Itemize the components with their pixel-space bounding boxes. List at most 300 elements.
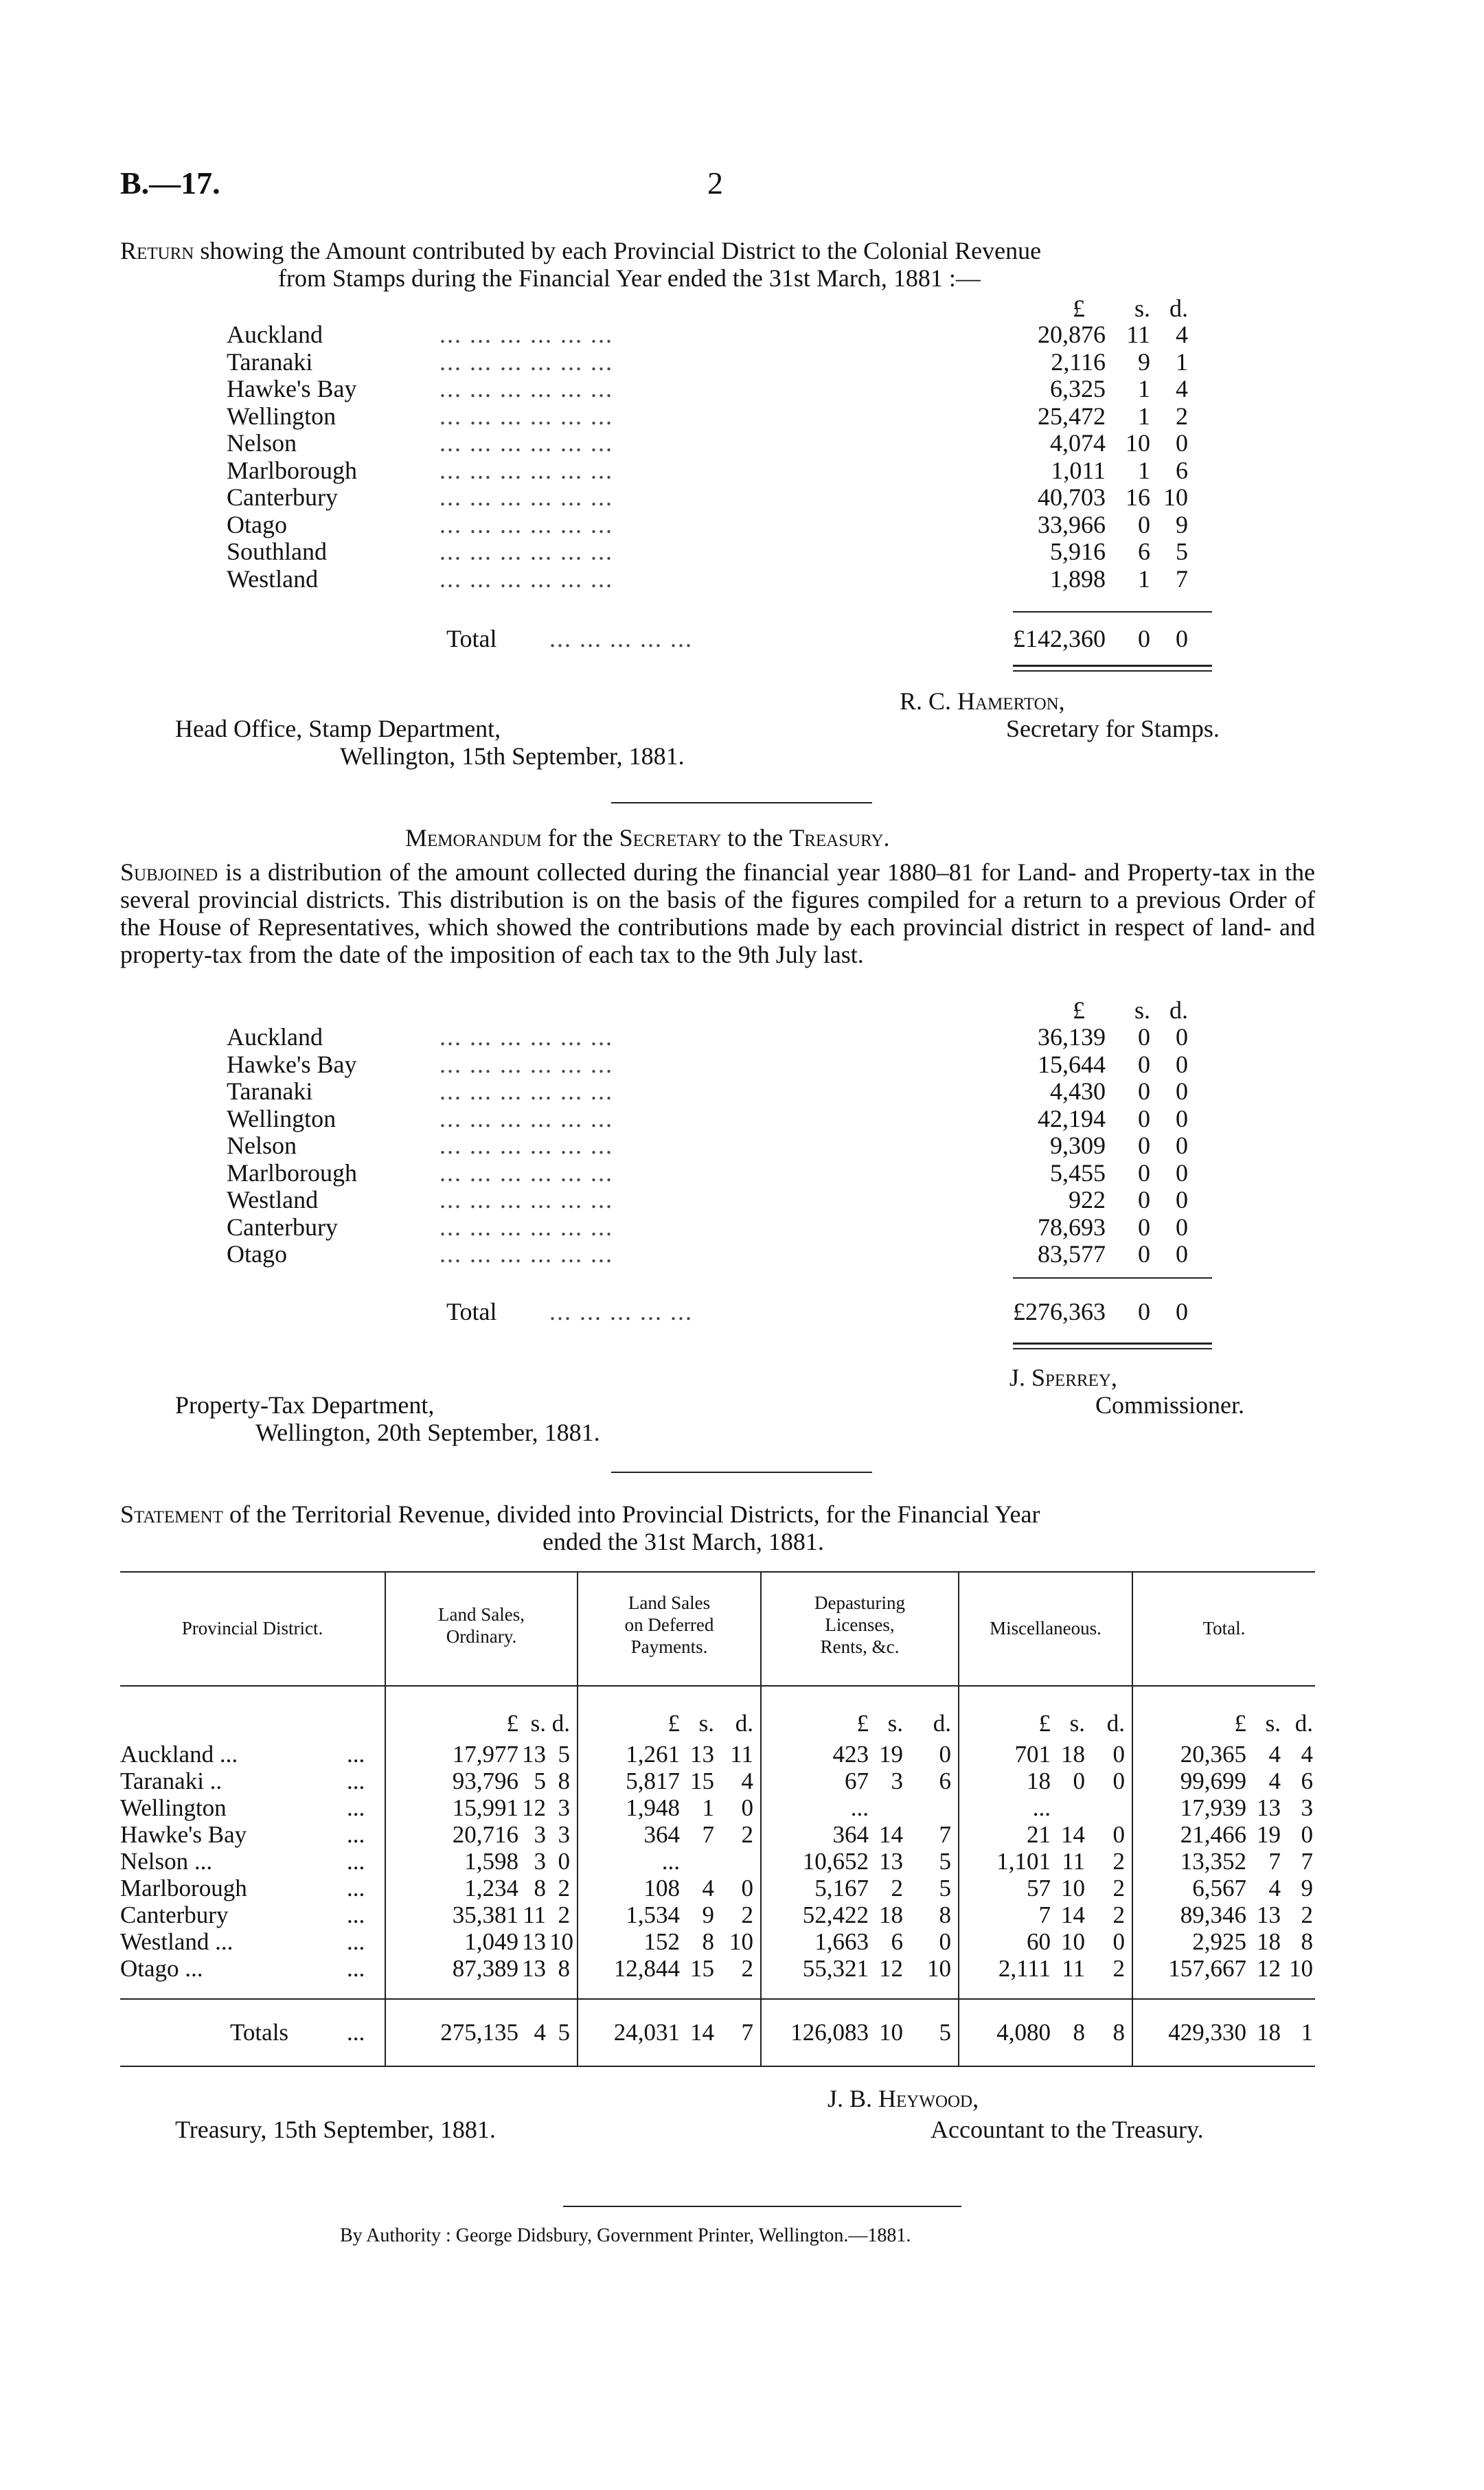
stmt-pence-sign: d. xyxy=(1106,1710,1125,1737)
stmt-c5-pounds: 20,365 xyxy=(1180,1741,1246,1768)
stmt-pence-sign: d. xyxy=(1294,1710,1313,1737)
stmt-c2-pounds: 108 xyxy=(643,1875,680,1901)
memorandum-body xyxy=(120,858,1315,968)
memo-district: Auckland xyxy=(227,1023,323,1051)
stmt-c2-pounds: 5,817 xyxy=(626,1768,680,1794)
stmt-c3-pounds: 423 xyxy=(832,1741,869,1768)
leader-dots: ... ... ... ... ... ... xyxy=(440,1023,613,1051)
stmt-c1-pence: 8 xyxy=(558,1955,570,1982)
stmt-c4-pounds: 701 xyxy=(1014,1741,1051,1768)
memo-body-text: is a distribution of the amount collected during the financial year 1880–81 for Land- and Property-tax in the several provincial districts. This distribution is on the basis of the figures compiled for a return to a previous Order of the House of Representatives, which showed the contributions made by each provincial district in respect of land- and property-tax from the date of the imposition of each tax to the 9th July last. xyxy=(120,858,1316,968)
stmt-pound-sign: £ xyxy=(506,1710,518,1737)
stmt-c3-pounds: 67 xyxy=(845,1768,869,1794)
memo-pence: 0 xyxy=(1176,1186,1188,1213)
stmt-c5-shillings: 19 xyxy=(1257,1821,1281,1848)
stmt-c1-shillings: 13 xyxy=(522,1955,546,1982)
stmt-shilling-sign: s. xyxy=(698,1710,714,1737)
col-header-depasturing-l1: Depasturing xyxy=(814,1592,905,1613)
leader-dots: ... ... ... ... ... ... xyxy=(440,1186,613,1213)
stamps-district: Nelson xyxy=(227,429,297,457)
stamps-pence: 9 xyxy=(1176,510,1188,538)
leader-dots: ... ... ... ... ... ... xyxy=(440,456,613,484)
statement-signatory-title: Accountant to the Treasury. xyxy=(931,2116,1204,2143)
stmt-c3-pence: 5 xyxy=(939,1848,951,1875)
stamps-return-title-rest: showing the Amount contributed by each Provincial District to the Colonial Revenue xyxy=(200,237,1042,264)
stmt-c2-shillings: 15 xyxy=(690,1768,714,1794)
col-header-total: Total. xyxy=(1202,1618,1246,1638)
stmt-district: Hawke's Bay xyxy=(120,1821,247,1848)
stmt-c4-pence: 0 xyxy=(1112,1741,1125,1768)
stmt-c5-shillings: 4 xyxy=(1268,1875,1281,1901)
stamps-shillings: 1 xyxy=(1138,564,1150,593)
memo-shilling-sign: s. xyxy=(1134,996,1150,1024)
stmt-district: Marlborough xyxy=(120,1875,247,1901)
memo-district: Taranaki xyxy=(227,1077,313,1105)
stmt-c3-pence: 10 xyxy=(927,1955,951,1982)
memo-pounds: 83,577 xyxy=(1038,1240,1106,1268)
stmt-total-c2-pounds: 24,031 xyxy=(613,2019,680,2046)
stmt-total-c1-shillings: 4 xyxy=(534,2019,546,2046)
stmt-total-c3-shillings: 10 xyxy=(879,2019,903,2046)
memo-row xyxy=(227,1213,1215,1241)
stamps-row xyxy=(227,457,1215,484)
stmt-c5-pence: 6 xyxy=(1301,1768,1313,1794)
stmt-shilling-sign: s. xyxy=(1265,1710,1281,1737)
stamps-pounds: 1,011 xyxy=(1051,456,1106,484)
stamps-row xyxy=(227,483,1215,511)
stmt-pound-sign: £ xyxy=(667,1710,680,1737)
stamps-district: Westland xyxy=(227,564,319,593)
col-header-land-ordinary xyxy=(386,1603,577,1647)
leader-dots: ... ... ... ... ... ... xyxy=(440,1050,613,1078)
memo-total-rule-bottom-2 xyxy=(1013,1348,1212,1349)
memo-title-c: Secretary xyxy=(619,824,722,852)
stamps-pence: 1 xyxy=(1176,347,1188,376)
stmt-total-c4-pence: 8 xyxy=(1112,2019,1125,2046)
leader-dots: ... ... ... ... ... ... xyxy=(440,538,613,565)
stmt-c5-shillings: 18 xyxy=(1257,1928,1281,1955)
leader-dots: ... ... ... ... ... ... xyxy=(440,1077,613,1105)
stamps-pence: 6 xyxy=(1176,456,1188,484)
stmt-total-c2-pence: 7 xyxy=(741,2019,753,2046)
stmt-c1-pounds: 35,381 xyxy=(452,1901,518,1928)
stmt-c5-shillings: 13 xyxy=(1257,1794,1281,1821)
stamps-shilling-sign: s. xyxy=(1134,295,1150,322)
memo-pence-sign: d. xyxy=(1169,996,1188,1024)
stmt-c1-pence: 3 xyxy=(558,1794,570,1821)
stmt-c4-shillings: 10 xyxy=(1061,1928,1085,1955)
stmt-c2-shillings: 1 xyxy=(702,1794,714,1821)
memo-pound-sign: £ xyxy=(1073,996,1085,1024)
stmt-c5-pounds: 2,925 xyxy=(1192,1928,1246,1955)
stmt-c1-pounds: 1,234 xyxy=(464,1875,518,1901)
memo-pence: 0 xyxy=(1176,1132,1188,1159)
leader-dots: ... ... ... ... ... ... xyxy=(440,321,613,348)
col-header-land-ordinary-l1: Land Sales, xyxy=(438,1604,525,1625)
stmt-c1-pence: 2 xyxy=(558,1901,570,1928)
stmt-c4-pence: 0 xyxy=(1112,1768,1125,1794)
stmt-c1-pence: 2 xyxy=(558,1875,570,1901)
statement-title xyxy=(120,1500,1315,1528)
leader-dots: ... ... ... ... ... ... xyxy=(440,375,613,402)
leader-dots: ... xyxy=(347,1955,365,1982)
leader-dots: ... ... ... ... ... xyxy=(549,1298,693,1325)
stmt-shilling-sign: s. xyxy=(530,1710,546,1737)
leader-dots: ... xyxy=(347,1821,365,1848)
stmt-c2-pence: 2 xyxy=(741,1955,753,1982)
stamps-shillings: 9 xyxy=(1138,347,1150,376)
stamps-pounds: 40,703 xyxy=(1038,483,1106,511)
stamps-pounds: 6,325 xyxy=(1050,375,1106,402)
stmt-c2-pounds: 152 xyxy=(643,1928,680,1955)
stamps-pence-sign: d. xyxy=(1169,295,1188,322)
stmt-total-c5-pounds: 429,330 xyxy=(1168,2019,1246,2046)
stamps-row xyxy=(227,429,1215,457)
stamps-row xyxy=(227,321,1215,348)
memo-shillings: 0 xyxy=(1138,1104,1150,1132)
stmt-c5-pence: 4 xyxy=(1301,1741,1313,1768)
stmt-pound-sign: £ xyxy=(1234,1710,1246,1737)
stmt-c3-pounds: ... xyxy=(850,1794,869,1821)
memo-office: Property-Tax Department, xyxy=(175,1391,435,1419)
stmt-c3-pence: 8 xyxy=(939,1901,951,1928)
stmt-c5-pence: 10 xyxy=(1289,1955,1313,1982)
memo-pence: 0 xyxy=(1176,1213,1188,1241)
stmt-c3-shillings: 14 xyxy=(879,1821,903,1848)
statement-title-line2: ended the 31st March, 1881. xyxy=(543,1528,824,1555)
stmt-c2-pence: 10 xyxy=(729,1928,753,1955)
memo-pence: 0 xyxy=(1176,1077,1188,1105)
memo-pounds: 9,309 xyxy=(1050,1132,1106,1159)
stmt-c2-pounds: 12,844 xyxy=(613,1955,680,1982)
leader-dots: ... ... ... ... ... ... xyxy=(440,564,613,593)
stmt-c1-shillings: 3 xyxy=(534,1848,546,1875)
stmt-c5-shillings: 4 xyxy=(1268,1768,1281,1794)
memo-row xyxy=(227,1186,1215,1213)
stamps-place-date: Wellington, 15th September, 1881. xyxy=(340,742,685,770)
stmt-shilling-sign: s. xyxy=(1069,1710,1085,1737)
col-header-land-deferred xyxy=(578,1592,760,1658)
memo-district: Marlborough xyxy=(227,1158,357,1187)
stmt-c4-pence: 0 xyxy=(1112,1821,1125,1848)
stmt-c2-shillings: 9 xyxy=(702,1901,714,1928)
memo-shillings: 0 xyxy=(1138,1077,1150,1105)
stmt-c4-pounds: 21 xyxy=(1027,1821,1051,1848)
stmt-c5-shillings: 7 xyxy=(1268,1848,1281,1875)
leader-dots: ... ... ... ... ... ... xyxy=(440,347,613,376)
stmt-c4-shillings: 0 xyxy=(1073,1768,1085,1794)
stmt-district: Westland ... xyxy=(120,1928,233,1955)
stamps-return-title-line2: from Stamps during the Financial Year ended the 31st March, 1881 :— xyxy=(278,264,981,292)
statement-header-rule xyxy=(120,1685,1315,1687)
stmt-c4-shillings: 14 xyxy=(1061,1901,1085,1928)
leader-dots: ... xyxy=(347,1768,365,1794)
stamps-shillings: 6 xyxy=(1138,538,1150,565)
stmt-c4-pence: 2 xyxy=(1112,1901,1125,1928)
memo-row xyxy=(227,1077,1215,1105)
memo-district: Nelson xyxy=(227,1132,297,1159)
memo-total-label: Total xyxy=(446,1298,497,1325)
leader-dots: ... xyxy=(347,1741,365,1768)
stmt-c2-pounds: 1,948 xyxy=(626,1794,680,1821)
stmt-c5-pence: 3 xyxy=(1301,1794,1313,1821)
memo-row xyxy=(227,1051,1215,1078)
statement-bottom-rule xyxy=(120,2066,1315,2067)
stamps-shillings: 1 xyxy=(1138,375,1150,402)
stmt-total-c1-pence: 5 xyxy=(558,2019,570,2046)
memo-district: Westland xyxy=(227,1186,319,1213)
stmt-c3-shillings: 2 xyxy=(891,1875,903,1901)
stamps-shillings: 1 xyxy=(1138,402,1150,430)
memo-shillings: 0 xyxy=(1138,1132,1150,1159)
stmt-c2-shillings: 13 xyxy=(690,1741,714,1768)
stamps-row xyxy=(227,538,1215,565)
stmt-c1-pence: 5 xyxy=(558,1741,570,1768)
stmt-c5-pounds: 17,939 xyxy=(1180,1794,1246,1821)
stamps-district: Otago xyxy=(227,510,287,538)
stmt-c2-pounds: 1,534 xyxy=(626,1901,680,1928)
stmt-c2-shillings: 4 xyxy=(702,1875,714,1901)
stmt-c5-pounds: 21,466 xyxy=(1180,1821,1246,1848)
stmt-c3-pence: 0 xyxy=(939,1741,951,1768)
stmt-c5-pounds: 6,567 xyxy=(1192,1875,1246,1901)
stmt-pound-sign: £ xyxy=(856,1710,869,1737)
stmt-c4-pence: 2 xyxy=(1112,1875,1125,1901)
stamps-pounds: 33,966 xyxy=(1038,510,1106,538)
stmt-c5-shillings: 13 xyxy=(1257,1901,1281,1928)
stamps-return-title xyxy=(120,237,1315,264)
stmt-c2-pence: 0 xyxy=(741,1794,753,1821)
section-divider-1 xyxy=(611,802,872,803)
stmt-c4-pounds: 60 xyxy=(1027,1928,1051,1955)
memo-signatory-name: J. Sperrey, xyxy=(1009,1364,1117,1391)
memo-shillings: 0 xyxy=(1138,1186,1150,1213)
memo-total-rule-top xyxy=(1013,1277,1212,1279)
leader-dots: ... ... ... ... ... ... xyxy=(440,510,613,538)
col-header-land-deferred-l2: on Deferred xyxy=(624,1614,714,1635)
memo-title-e: Treasury. xyxy=(789,824,890,852)
stmt-total-c2-shillings: 14 xyxy=(690,2019,714,2046)
leader-dots: ... ... ... ... ... ... xyxy=(440,1158,613,1187)
leader-dots: ... ... ... ... ... ... xyxy=(440,1240,613,1268)
stmt-total-c4-pounds: 4,080 xyxy=(996,2019,1051,2046)
stmt-c3-shillings: 19 xyxy=(879,1741,903,1768)
stmt-c4-pence: 2 xyxy=(1112,1848,1125,1875)
stmt-c1-pounds: 20,716 xyxy=(452,1821,518,1848)
stmt-pence-sign: d. xyxy=(551,1710,570,1737)
stamps-pounds: 2,116 xyxy=(1051,347,1106,376)
memo-title-a: Memorandum xyxy=(405,824,542,852)
stamps-row xyxy=(227,375,1215,402)
stmt-c5-pence: 2 xyxy=(1301,1901,1313,1928)
leader-dots: ... xyxy=(347,1928,365,1955)
stmt-pence-sign: d. xyxy=(735,1710,753,1737)
page-number: 2 xyxy=(707,165,723,201)
leader-dots: ... ... ... ... ... ... xyxy=(440,429,613,457)
stamps-pounds: 4,074 xyxy=(1050,429,1106,457)
col-header-depasturing-l2: Licenses, xyxy=(825,1614,895,1635)
stmt-district: Canterbury xyxy=(120,1901,229,1928)
stamps-total xyxy=(227,625,1215,652)
stamps-district: Taranaki xyxy=(227,347,313,376)
stamps-pounds: 5,916 xyxy=(1050,538,1106,565)
stamps-return-title-lead: Return xyxy=(120,237,194,264)
leader-dots: ... ... ... ... ... ... xyxy=(440,402,613,430)
col-header-district: Provincial District. xyxy=(181,1618,323,1638)
stamps-pence: 4 xyxy=(1176,375,1188,402)
col-header-misc: Miscellaneous. xyxy=(990,1618,1101,1638)
statement-place-date: Treasury, 15th September, 1881. xyxy=(175,2116,496,2143)
stamps-pounds: 1,898 xyxy=(1050,564,1106,593)
stamps-pound-sign: £ xyxy=(1073,295,1085,322)
stmt-c5-pounds: 157,667 xyxy=(1168,1955,1246,1982)
stamps-shillings: 0 xyxy=(1138,510,1150,538)
stmt-shilling-sign: s. xyxy=(887,1710,903,1737)
memo-district: Canterbury xyxy=(227,1213,338,1241)
leader-dots: ... ... ... ... ... ... xyxy=(440,1132,613,1159)
stmt-c4-shillings: 10 xyxy=(1061,1875,1085,1901)
leader-dots: ... xyxy=(347,1848,365,1875)
stamps-row xyxy=(227,511,1215,538)
stamps-district: Hawke's Bay xyxy=(227,375,357,402)
leader-dots: ... xyxy=(347,1901,365,1928)
stmt-total-c3-pounds: 126,083 xyxy=(790,2019,869,2046)
memo-total-pence: 0 xyxy=(1176,1298,1188,1325)
col-header-land-ordinary-l2: Ordinary. xyxy=(446,1626,517,1647)
stmt-c1-shillings: 5 xyxy=(534,1768,546,1794)
stmt-total-c3-pence: 5 xyxy=(939,2019,951,2046)
stamps-pence: 0 xyxy=(1176,429,1188,457)
stmt-pence-sign: d. xyxy=(933,1710,951,1737)
memo-row xyxy=(227,1023,1215,1051)
stmt-c1-shillings: 11 xyxy=(523,1901,546,1928)
memorandum-title xyxy=(405,824,890,852)
memo-district: Otago xyxy=(227,1240,287,1268)
stamps-row xyxy=(227,402,1215,430)
stmt-c3-shillings: 13 xyxy=(879,1848,903,1875)
stmt-district: Auckland ... xyxy=(120,1741,238,1768)
memo-pence: 0 xyxy=(1176,1158,1188,1187)
stmt-c4-pounds: 7 xyxy=(1038,1901,1051,1928)
memo-total-rule-bottom xyxy=(1013,1343,1212,1345)
col-header-depasturing-l3: Rents, &c. xyxy=(820,1636,900,1657)
stmt-c2-pounds: ... xyxy=(661,1848,680,1875)
stmt-c2-pence: 2 xyxy=(741,1901,753,1928)
leader-dots: ... ... ... ... ... ... xyxy=(440,483,613,511)
stmt-c3-pence: 6 xyxy=(939,1768,951,1794)
stmt-c3-shillings: 18 xyxy=(879,1901,903,1928)
stmt-c3-pounds: 52,422 xyxy=(802,1901,869,1928)
stmt-c3-pounds: 364 xyxy=(832,1821,869,1848)
stmt-c5-pence: 8 xyxy=(1301,1928,1313,1955)
stmt-total-c5-pence: 1 xyxy=(1301,2019,1313,2046)
stmt-c4-pounds: 2,111 xyxy=(998,1955,1051,1982)
stmt-district: Otago ... xyxy=(120,1955,203,1982)
memo-total-pounds: £276,363 xyxy=(1013,1298,1106,1325)
stamps-district: Marlborough xyxy=(227,456,357,484)
stmt-c2-pence: 0 xyxy=(741,1875,753,1901)
stamps-row xyxy=(227,348,1215,376)
stmt-c1-shillings: 12 xyxy=(522,1794,546,1821)
statement-signatory-name: J. B. Heywood, xyxy=(827,2085,979,2112)
memo-row xyxy=(227,1105,1215,1132)
memo-shillings: 0 xyxy=(1138,1158,1150,1187)
memo-total xyxy=(227,1298,1215,1325)
statement-title-rest: of the Territorial Revenue, divided into Provincial Districts, for the Financial Year xyxy=(229,1500,1040,1528)
stmt-c3-pounds: 10,652 xyxy=(802,1848,869,1875)
stmt-pound-sign: £ xyxy=(1038,1710,1051,1737)
stamps-district: Canterbury xyxy=(227,483,338,511)
leader-dots: ... xyxy=(347,1875,365,1901)
stmt-c4-pounds: 57 xyxy=(1027,1875,1051,1901)
stmt-district: Nelson ... xyxy=(120,1848,213,1875)
stmt-c4-shillings: 18 xyxy=(1061,1741,1085,1768)
stamps-pounds: 20,876 xyxy=(1038,321,1106,348)
stmt-c1-pounds: 1,049 xyxy=(464,1928,518,1955)
stamps-district: Wellington xyxy=(227,402,336,430)
stmt-c2-pence: 2 xyxy=(741,1821,753,1848)
statement-totals-rule xyxy=(120,1998,1315,2000)
printer-imprint: By Authority : George Didsbury, Government Printer, Wellington.—1881. xyxy=(340,2225,911,2246)
stmt-c3-pence: 0 xyxy=(939,1928,951,1955)
stmt-c2-pence: 4 xyxy=(741,1768,753,1794)
stmt-c2-shillings: 15 xyxy=(690,1955,714,1982)
memo-pounds: 78,693 xyxy=(1038,1213,1106,1241)
stmt-c4-pounds: 1,101 xyxy=(996,1848,1051,1875)
stmt-total-c4-shillings: 8 xyxy=(1073,2019,1085,2046)
stmt-c3-pounds: 55,321 xyxy=(802,1955,869,1982)
stmt-c4-pounds: 18 xyxy=(1027,1768,1051,1794)
memo-shillings: 0 xyxy=(1138,1240,1150,1268)
stmt-c1-shillings: 13 xyxy=(522,1741,546,1768)
stmt-c4-pence: 2 xyxy=(1112,1955,1125,1982)
memo-district: Hawke's Bay xyxy=(227,1050,357,1078)
memo-body-lead: Subjoined xyxy=(120,858,218,886)
stamps-pounds: 25,472 xyxy=(1038,402,1106,430)
stmt-c5-pounds: 99,699 xyxy=(1180,1768,1246,1794)
stamps-total-pounds: £142,360 xyxy=(1013,625,1106,652)
memo-place-date: Wellington, 20th September, 1881. xyxy=(255,1419,600,1446)
col-header-land-deferred-l3: Payments. xyxy=(630,1636,708,1657)
memo-title-d: to the xyxy=(727,824,784,852)
stamps-total-label: Total xyxy=(446,625,497,652)
memo-pounds: 15,644 xyxy=(1038,1050,1106,1078)
stamps-row xyxy=(227,565,1215,593)
stamps-total-rule-bottom xyxy=(1013,665,1212,667)
memo-row xyxy=(227,1132,1215,1159)
stmt-c3-pence: 5 xyxy=(939,1875,951,1901)
memo-shillings: 0 xyxy=(1138,1023,1150,1051)
stmt-c1-shillings: 3 xyxy=(534,1821,546,1848)
leader-dots: ... ... ... ... ... xyxy=(549,625,693,652)
stamps-shillings: 1 xyxy=(1138,456,1150,484)
memo-pence: 0 xyxy=(1176,1050,1188,1078)
stmt-c3-shillings: 6 xyxy=(891,1928,903,1955)
memo-pence: 0 xyxy=(1176,1240,1188,1268)
leader-dots: ... xyxy=(347,2019,365,2046)
stamps-pence: 2 xyxy=(1176,402,1188,430)
stmt-c3-pounds: 5,167 xyxy=(814,1875,869,1901)
stmt-c2-shillings: 7 xyxy=(702,1821,714,1848)
stamps-shillings: 16 xyxy=(1126,483,1150,511)
memo-row xyxy=(227,1159,1215,1187)
memo-pounds: 5,455 xyxy=(1050,1158,1106,1187)
stamps-total-rule-top xyxy=(1013,611,1212,613)
memo-shillings: 0 xyxy=(1138,1050,1150,1078)
stmt-c1-pounds: 17,977 xyxy=(452,1741,518,1768)
stmt-c2-pounds: 1,261 xyxy=(626,1741,680,1768)
memo-total-shillings: 0 xyxy=(1138,1298,1150,1325)
